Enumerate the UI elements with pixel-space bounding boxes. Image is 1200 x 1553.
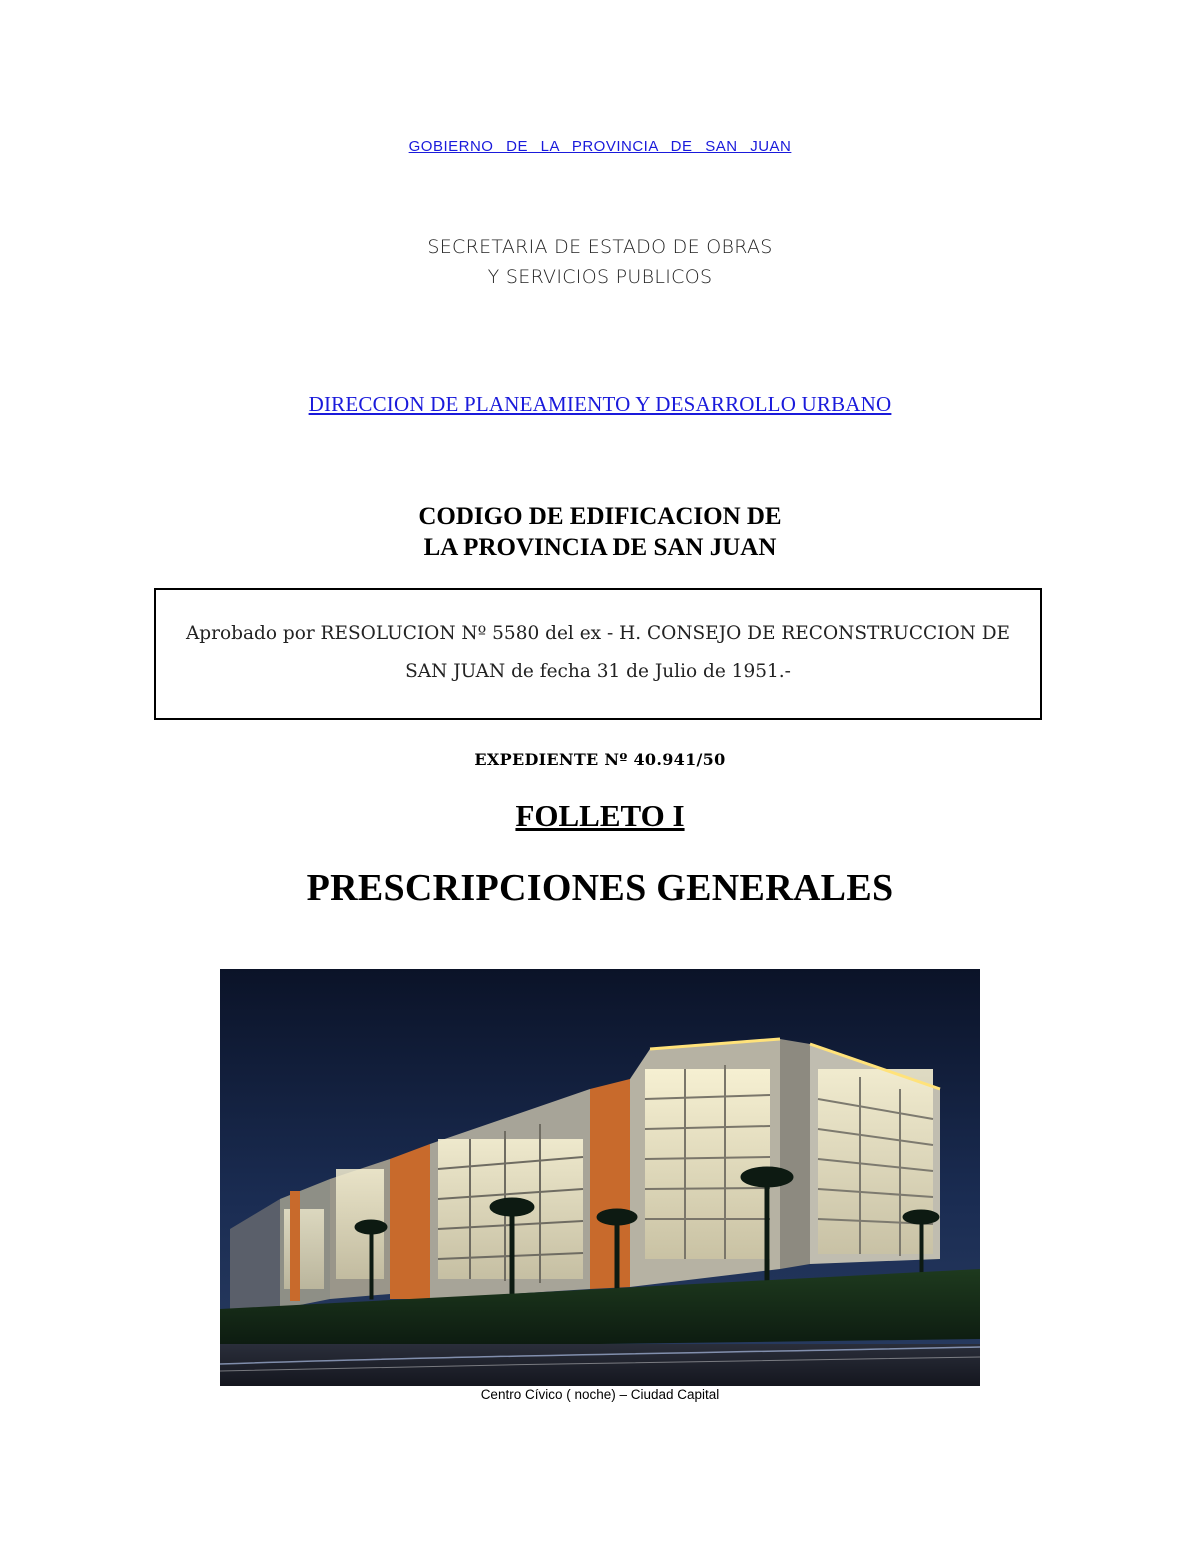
building-main-block	[630, 1039, 940, 1287]
secretaria-line-1: SECRETARIA DE ESTADO DE OBRAS	[427, 236, 773, 258]
expediente-number: EXPEDIENTE Nº 40.941/50	[474, 750, 726, 769]
government-link[interactable]: GOBIERNO DE LA PROVINCIA DE SAN JUAN	[408, 138, 792, 155]
photo-caption: Centro Cívico ( noche) – Ciudad Capital	[480, 1387, 720, 1402]
secretaria-line-2: Y SERVICIOS PUBLICOS	[487, 266, 713, 288]
prescripciones-title: PRESCRIPCIONES GENERALES	[306, 867, 894, 909]
document-title	[0, 501, 1200, 563]
approval-line-2: SAN JUAN de fecha 31 de Julio de 1951.-	[405, 661, 791, 682]
secretaria-heading	[0, 232, 1200, 292]
direccion-link[interactable]: DIRECCION DE PLANEAMIENTO Y DESARROLLO URBANO	[308, 392, 892, 416]
centro-civico-photo	[220, 969, 980, 1386]
approval-line-1: Aprobado por RESOLUCION Nº 5580 del ex - H. CONSEJO DE RECONSTRUCCION DE	[185, 623, 1011, 644]
road	[220, 1344, 980, 1386]
document-title-line-1: CODIGO DE EDIFICACION DE	[418, 503, 782, 530]
folleto-title: FOLLETO I	[515, 798, 685, 833]
document-title-line-2: LA PROVINCIA DE SAN JUAN	[423, 534, 777, 561]
approval-box	[154, 588, 1042, 720]
